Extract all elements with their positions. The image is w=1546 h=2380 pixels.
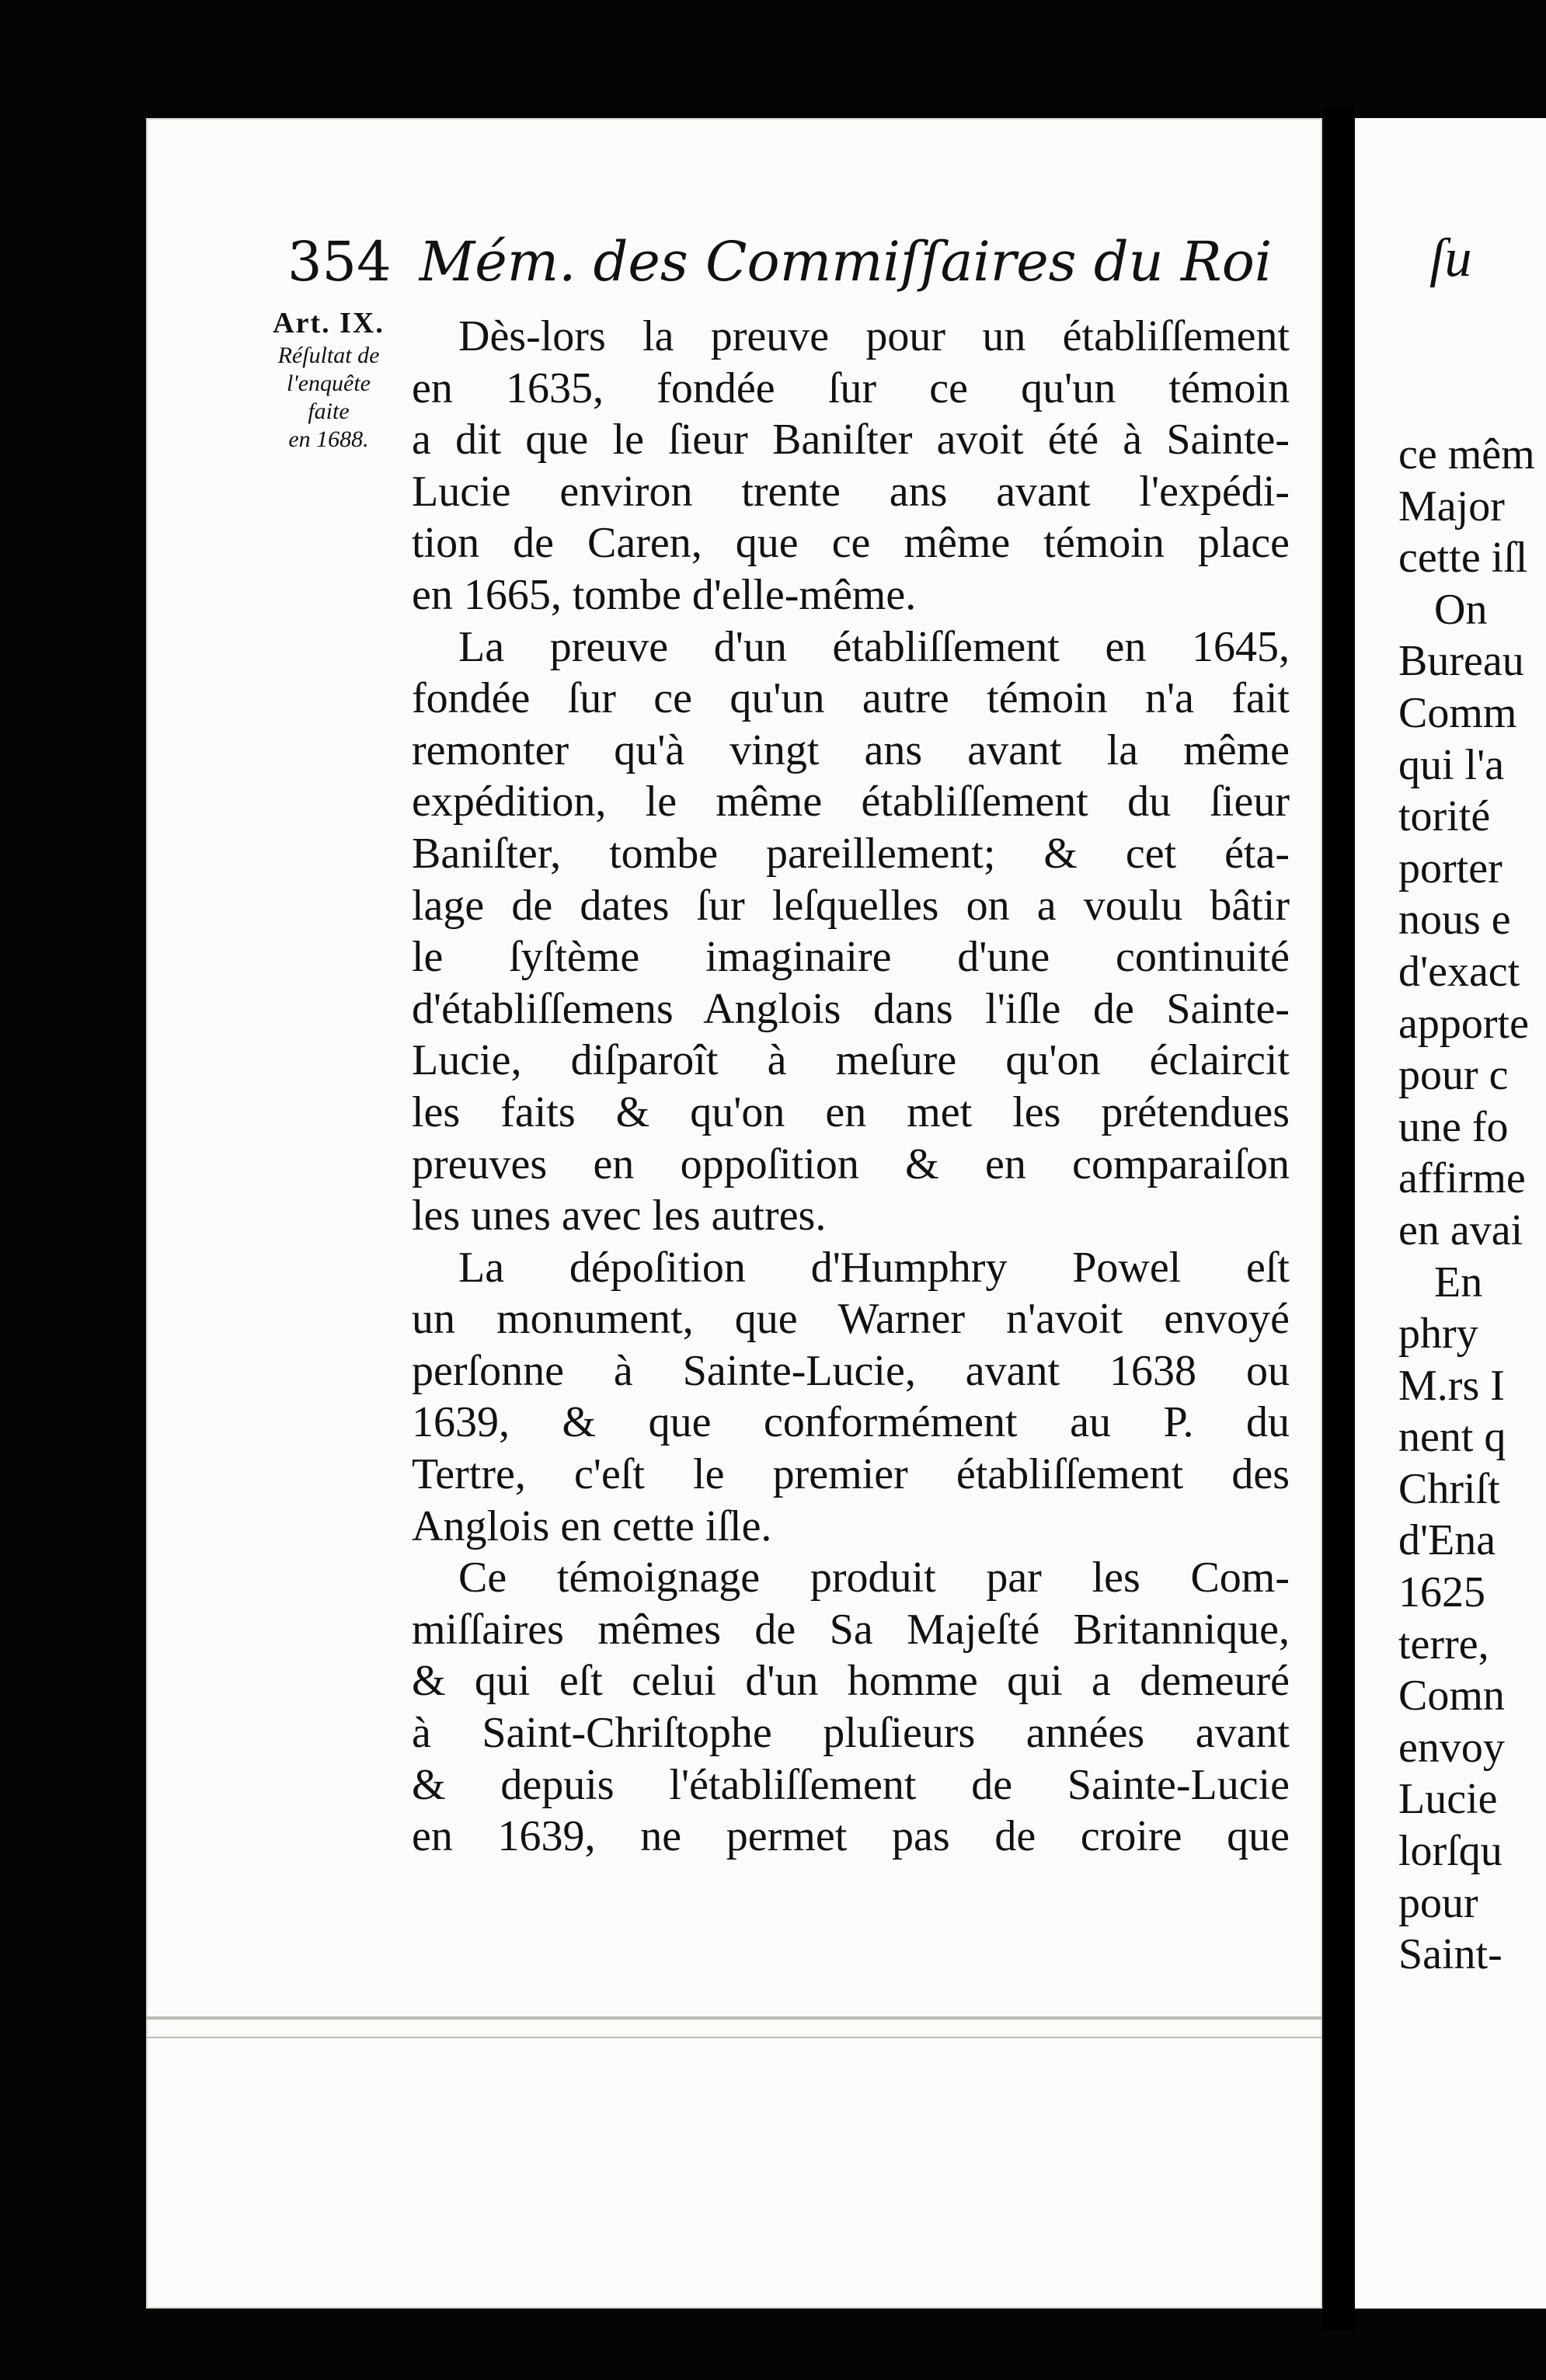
text-line: miſſaires mêmes de Sa Majeſté Britannique,	[412, 1605, 1290, 1654]
text-line: tion de Caren, que ce même témoin place	[412, 519, 1290, 568]
right-text-line: Comn	[1398, 1672, 1505, 1721]
right-text-line: Saint-	[1398, 1930, 1502, 1979]
text-line: perſonne à Sainte-Lucie, avant 1638 ou	[412, 1346, 1290, 1395]
right-page	[1355, 118, 1546, 2309]
text-line: La dépoſition d'Humphry Powel eſt	[458, 1243, 1290, 1292]
text-line: d'établiſſemens Anglois dans l'iſle de Sainte-	[412, 984, 1290, 1033]
right-text-line: 1625	[1398, 1568, 1485, 1617]
right-text-line: cette iſl	[1398, 534, 1528, 583]
right-text-line: Major	[1398, 482, 1505, 531]
right-text-line: ce mêm	[1398, 430, 1535, 478]
text-line: en 1665, tombe d'elle-même.	[412, 570, 917, 619]
right-text-line: pour c	[1398, 1051, 1509, 1100]
text-line: preuves en oppoſition & en comparaiſon	[412, 1140, 1290, 1188]
right-page-text	[1398, 429, 1546, 1981]
right-text-line: nent q	[1398, 1413, 1506, 1462]
right-text-line: une fo	[1398, 1102, 1509, 1151]
right-text-line: qui l'a	[1398, 740, 1505, 789]
text-line: & depuis l'établiſſement de Sainte-Lucie	[412, 1760, 1290, 1809]
right-text-line: Comm	[1398, 688, 1517, 737]
right-text-line: nous e	[1398, 896, 1511, 945]
right-text-line: Bureau	[1398, 637, 1524, 686]
text-line: Baniſter, tombe pareillement; & cet éta-	[412, 829, 1290, 878]
text-line: en 1639, ne permet pas de croire que	[412, 1812, 1290, 1861]
text-line: Ce témoignage produit par les Com-	[458, 1554, 1290, 1602]
margin-article: Art. IX.	[273, 307, 385, 339]
text-line: le ſyſtème imaginaire d'une continuité	[412, 933, 1290, 982]
right-text-line: phry	[1398, 1310, 1478, 1359]
text-line: expédition, le même établiſſement du ſieur	[412, 778, 1290, 826]
margin-note	[247, 304, 410, 454]
right-text-line: En	[1434, 1258, 1483, 1307]
text-line: Dès-lors la preuve pour un établiſſement	[458, 312, 1290, 360]
text-line: & qui eſt celui d'un homme qui a demeuré	[412, 1657, 1290, 1706]
text-line: à Saint-Chriſtophe pluſieurs années avant	[412, 1709, 1290, 1758]
margin-note-line: Réſultat de	[277, 343, 380, 368]
right-text-line: torité	[1398, 792, 1491, 841]
bottom-rule-thin	[146, 2037, 1322, 2038]
right-text-line: d'exact	[1398, 947, 1520, 996]
right-text-line: porter	[1398, 844, 1502, 893]
right-text-line: M.rs I	[1398, 1361, 1505, 1410]
text-line: Lucie environ trente ans avant l'expédi-	[412, 467, 1290, 516]
text-line: a dit que le ſieur Baniſter avoit été à Sainte-	[412, 416, 1290, 465]
text-line: remonter qu'à vingt ans avant la même	[412, 725, 1290, 774]
text-line: fondée ſur ce qu'un autre témoin n'a fait	[412, 674, 1290, 723]
text-line: Tertre, c'eſt le premier établiſſement des	[412, 1450, 1290, 1499]
book-gutter	[1322, 109, 1355, 2330]
right-text-line: Lucie	[1398, 1775, 1498, 1824]
right-text-line: On	[1434, 585, 1488, 634]
right-text-line: d'Ena	[1398, 1516, 1496, 1565]
bottom-rule	[146, 2016, 1322, 2020]
right-text-line: en avai	[1398, 1206, 1523, 1254]
text-line: un monument, que Warner n'avoit envoyé	[412, 1295, 1290, 1344]
text-line: Lucie, diſparoît à meſure qu'on éclaircit	[412, 1036, 1290, 1085]
body-text	[412, 311, 1290, 1863]
right-text-line: terre,	[1398, 1620, 1489, 1668]
margin-note-line: l'enquête	[286, 371, 371, 396]
right-text-line: affirme	[1398, 1154, 1526, 1203]
right-text-line: Chriſt	[1398, 1464, 1500, 1513]
right-running-header: ſu	[1429, 228, 1472, 288]
text-line: La preuve d'un établiſſement en 1645,	[458, 622, 1290, 671]
margin-note-line: en 1688.	[288, 426, 369, 452]
text-line: lage de dates ſur leſquelles on a voulu bâtir	[412, 881, 1290, 930]
text-line: Anglois en cette iſle.	[412, 1501, 772, 1550]
running-header	[287, 227, 1290, 297]
page-number: 354	[287, 230, 392, 294]
text-line: les faits & qu'on en met les prétendues	[412, 1087, 1290, 1136]
text-line: en 1635, fondée ſur ce qu'un témoin	[412, 364, 1290, 412]
text-line: les unes avec les autres.	[412, 1192, 827, 1240]
right-text-line: pour	[1398, 1878, 1478, 1927]
text-line: 1639, & que conformément au P. du	[412, 1398, 1290, 1447]
running-title: Mém. des Commiſſaires du Roi	[419, 230, 1273, 294]
right-text-line: lorſqu	[1398, 1827, 1502, 1876]
right-text-line: envoy	[1398, 1723, 1505, 1772]
margin-note-line: faite	[308, 398, 350, 424]
right-text-line: apporte	[1398, 999, 1529, 1048]
